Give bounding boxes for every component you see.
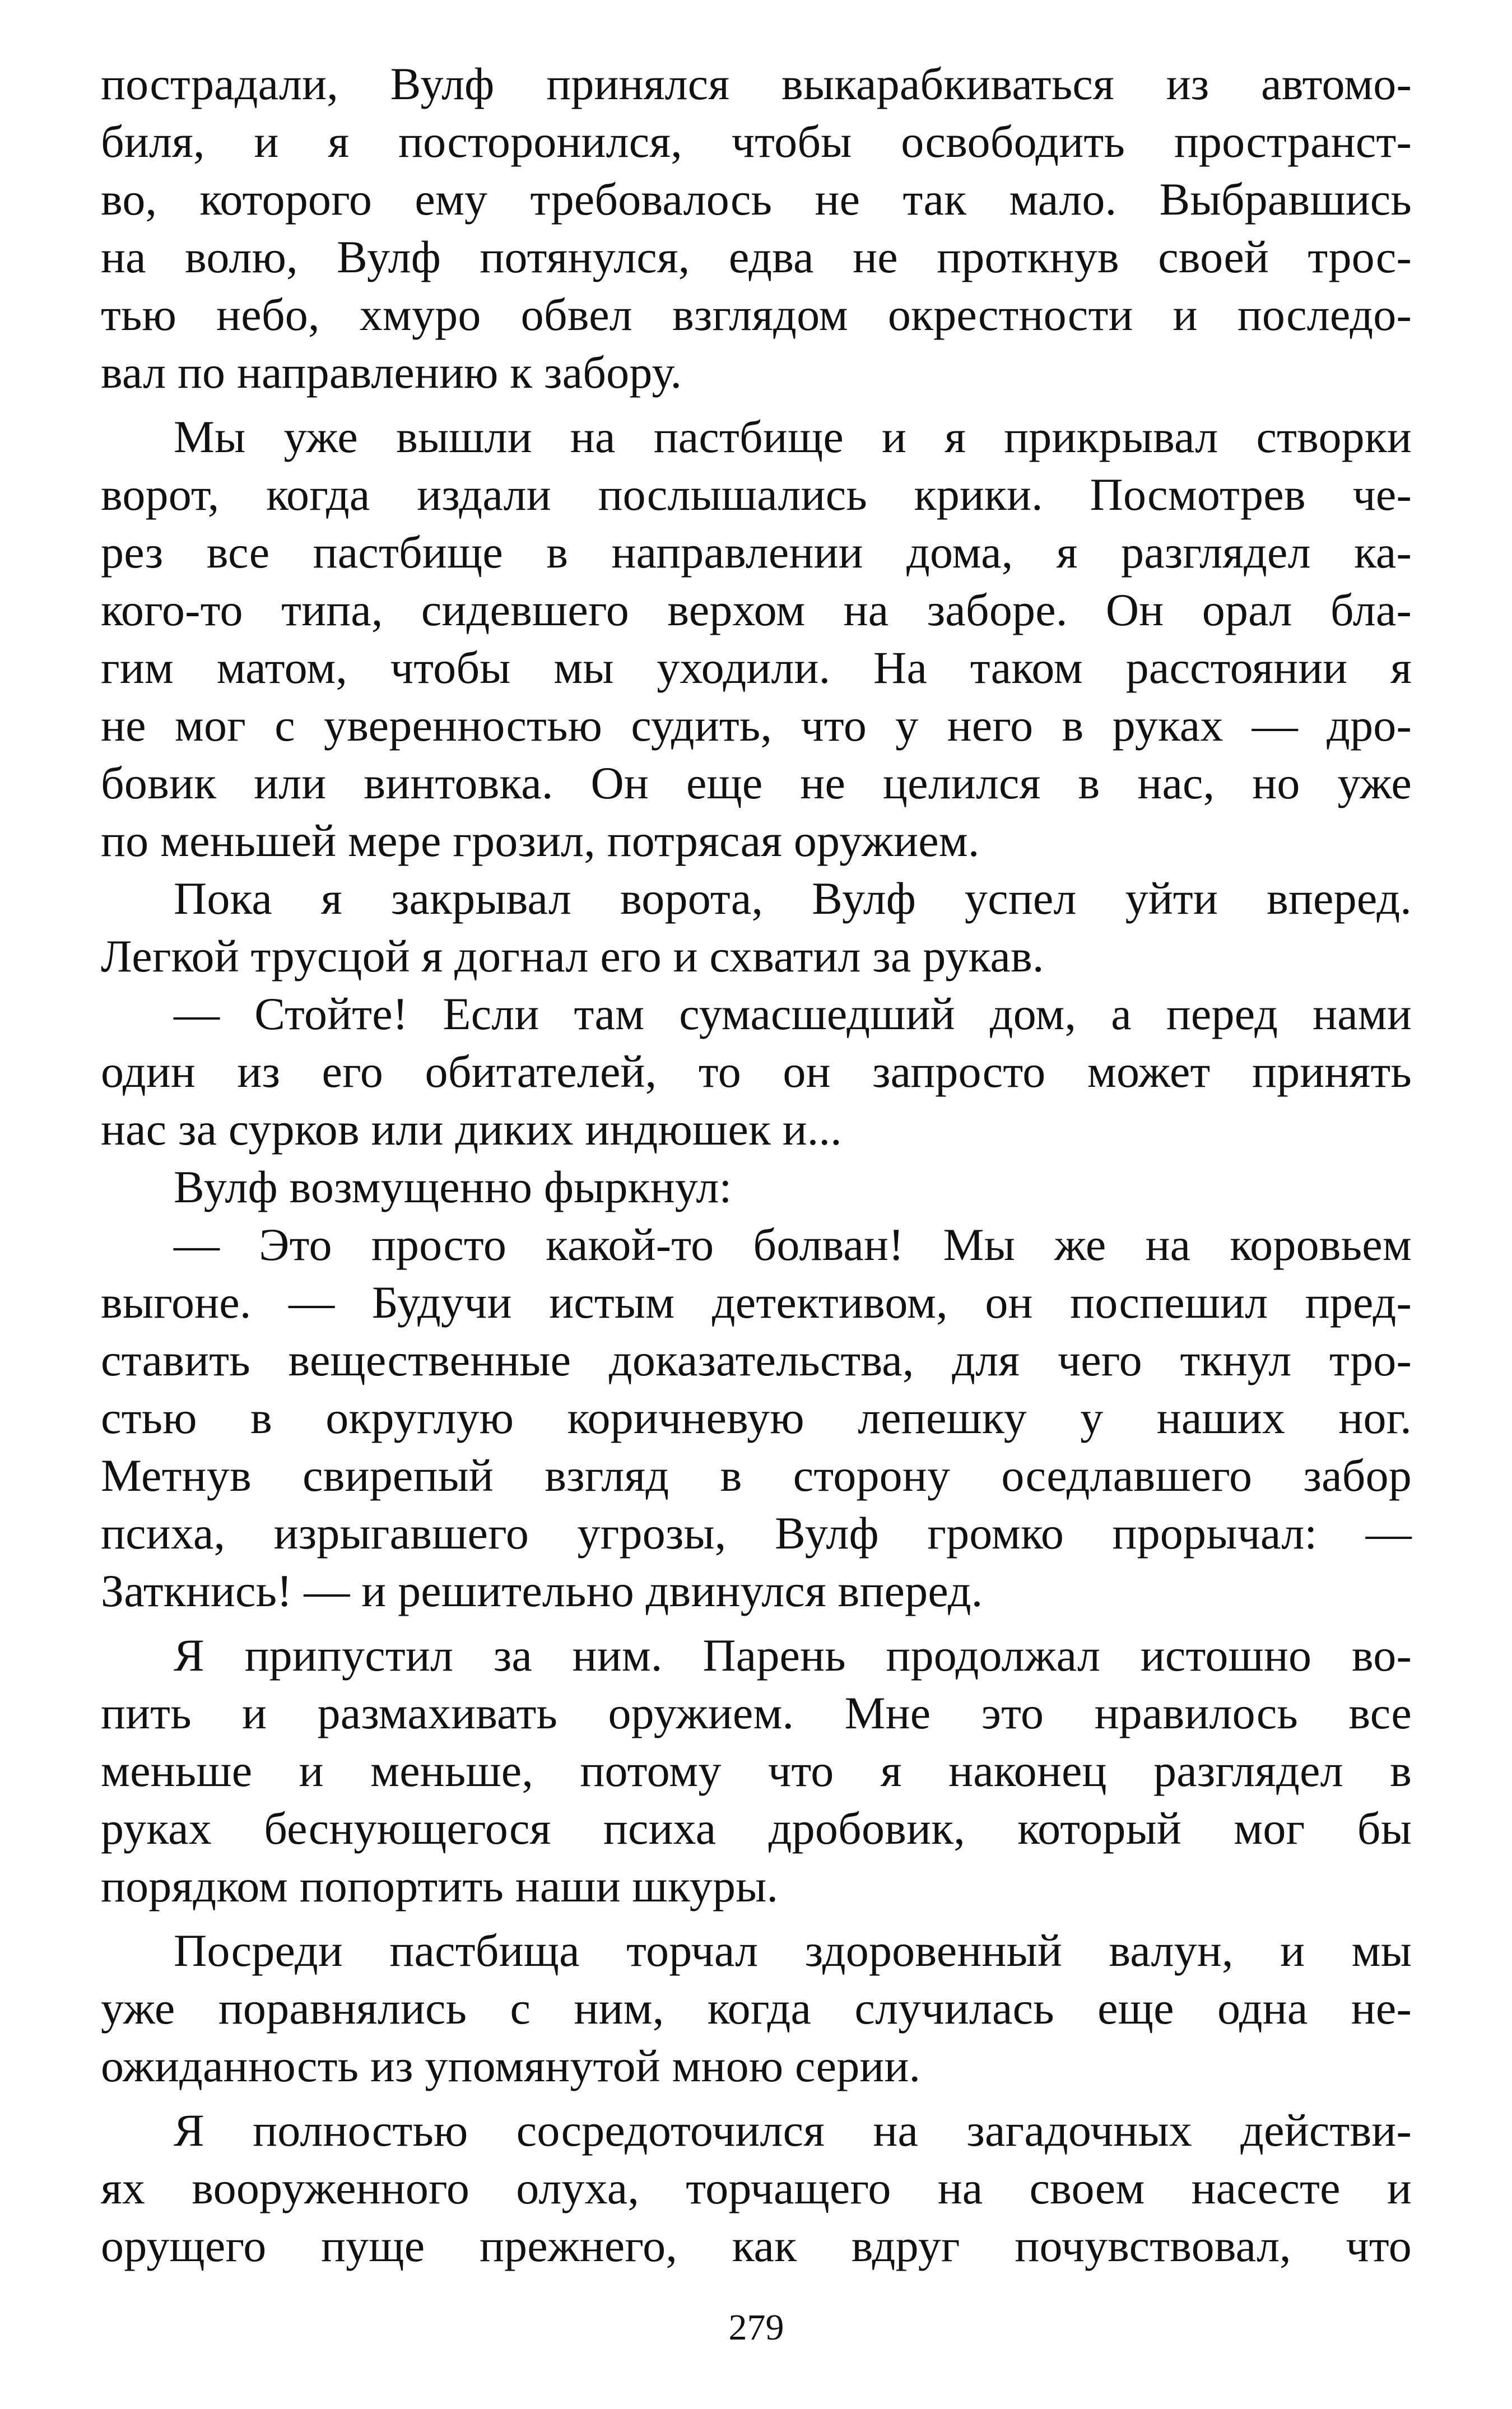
text-line: Легкой трусцой я догнал его и схватил за рукав. [101, 931, 1044, 982]
text-line: ях вооруженного олуха, торчащего на своем насесте и [101, 2162, 1412, 2213]
book-page [101, 56, 1412, 2348]
text-line: Пока я закрывал ворота, Вулф успел уйти вперед. [174, 873, 1412, 924]
text-line: пострадали, Вулф принялся выкарабкиваться из автомо- [101, 58, 1412, 109]
text-line: пить и размахивать оружием. Мне это нравилось все [101, 1687, 1412, 1738]
text-line: во, которого ему требовалось не так мало. Выбравшись [101, 174, 1412, 225]
text-line: уже поравнялись с ним, когда случилась еще одна не- [101, 1983, 1412, 2034]
text-line: один из его обитателей, то он запросто может принять [101, 1046, 1412, 1097]
text-line: гим матом, чтобы мы уходили. На таком расстоянии я [101, 642, 1412, 693]
text-line: Мы уже вышли на пастбище и я прикрывал створки [174, 411, 1412, 462]
text-line: по меньшей мере грозил, потрясая оружием. [101, 815, 980, 866]
text-line: биля, и я посторонился, чтобы освободить пространст- [101, 116, 1412, 167]
text-line: Метнув свирепый взгляд в сторону оседлавшего забор [101, 1450, 1412, 1501]
text-line: — Это просто какой-то болван! Мы же на коровьем [174, 1219, 1412, 1270]
text-line: тью небо, хмуро обвел взглядом окрестности и последо- [101, 289, 1412, 340]
text-line: орущего пуще прежнего, как вдруг почувствовал, что [101, 2220, 1412, 2271]
text-line: рез все пастбище в направлении дома, я разглядел ка- [101, 527, 1412, 578]
text-line: Я полностью сосредоточился на загадочных действи- [174, 2105, 1412, 2156]
text-line: не мог с уверенностью судить, что у него в руках — дро- [101, 700, 1412, 751]
text-line: выгоне. — Будучи истым детективом, он поспешил пред- [101, 1277, 1412, 1328]
text-line: вал по направлению к забору. [101, 347, 682, 398]
text-line: ворот, когда издали послышались крики. Посмотрев че- [101, 469, 1412, 520]
text-line: — Стойте! Если там сумасшедший дом, а перед нами [174, 988, 1412, 1039]
text-line: ожиданность из упомянутой мною серии. [101, 2040, 921, 2091]
text-line: порядком попортить наши шкуры. [101, 1861, 779, 1912]
text-line: руках беснующегося психа дробовик, который мог бы [101, 1803, 1412, 1854]
text-line: ставить вещественные доказательства, для чего ткнул тро- [101, 1334, 1412, 1385]
text-line: Посреди пастбища торчал здоровенный валун, и мы [174, 1925, 1412, 1976]
text-line: Я припустил за ним. Парень продолжал истошно во- [174, 1630, 1412, 1681]
text-line: стью в округлую коричневую лепешку у наших ног. [101, 1392, 1412, 1443]
text-line: нас за сурков или диких индюшек и... [101, 1104, 842, 1155]
page-number: 279 [728, 2307, 784, 2348]
text-line: кого-то типа, сидевшего верхом на заборе. Он орал бла- [101, 584, 1412, 635]
text-line: бовик или винтовка. Он еще не целился в нас, но уже [101, 757, 1412, 808]
text-line: меньше и меньше, потому что я наконец разглядел в [101, 1745, 1412, 1796]
text-line: Вулф возмущенно фыркнул: [174, 1161, 732, 1212]
text-line: на волю, Вулф потянулся, едва не проткнув своей трос- [101, 231, 1412, 282]
text-line: психа, изрыгавшего угрозы, Вулф громко прорычал: — [101, 1508, 1412, 1559]
text-line: Заткнись! — и решительно двинулся вперед. [101, 1565, 983, 1616]
